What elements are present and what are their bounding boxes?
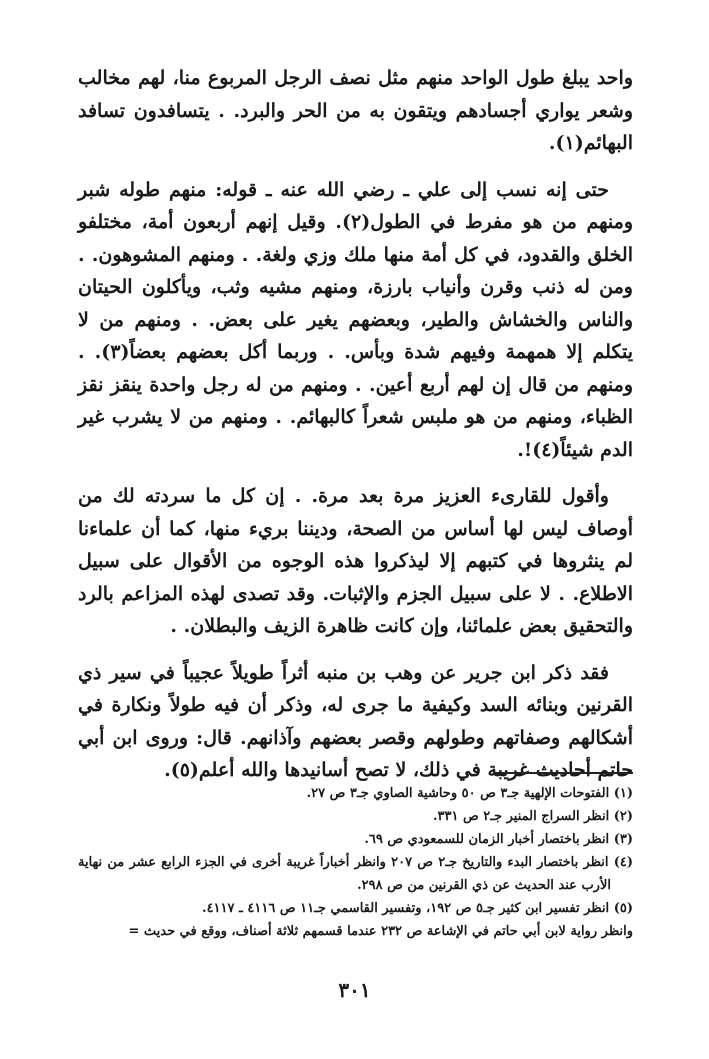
paragraph: فقد ذكر ابن جرير عن وهب بن منبه أثراً طويلاً عجيباً في سير ذي القرنين وبنائه السد وكيفية ما جرى له، وذكر أن فيه طولاً ونكارة في أشكالهم وصفاتهم وطولهم وقصر بعضهم وآذانهم. قال: وروى ابن أبي حاتم أحاديث غريبة في ذلك، لا تصح أسانيدها والله أعلم(٥).: [78, 661, 633, 781]
main-text: [78, 62, 633, 801]
footnote: (٢) انظر السراج المنير جـ٢ ص ٣٣١.: [432, 809, 633, 824]
footnote: (٥) انظر تفسير ابن كثير جـ٥ ص ١٩٢، وتفسير القاسمي جـ١١ ص ٤١١٦ ـ ٤١١٧.: [202, 901, 633, 916]
footnote: (٣) انظر باختصار أخبار الزمان للسمعودي ص ٦٩.: [364, 832, 633, 847]
footnotes: [78, 782, 633, 943]
footnote: (١) الفتوحات الإلهية جـ٣ ص ٥٠ وحاشية الصاوي جـ٣ ص ٢٧.: [306, 786, 633, 801]
paragraph: وأقول للقارىء العزيز مرة بعد مرة. . إن كل ما سردته لك من أوصاف ليس لها أساس من الصحة، وديننا بريء منها، كما أن علماءنا لم ينثروها في كتبهم إلا ليذكروا هذه الوجوه من الأقوال على سبيل الاطلاع. . لا على سبيل الجزم والإثبات. وقد تصدى لهذه المزاعم بالرد والتحقيق بعض علمائنا، وإن كانت ظاهرة الزيف والبطلان. .: [78, 485, 633, 637]
paragraph: حتى إنه نسب إلى علي ـ رضي الله عنه ـ قوله: منهم طوله شبر ومنهم من هو مفرط في الطول(٢). وقيل إنهم أربعون أمة، مختلفو الخلق والقدود، في كل أمة منها ملك وزي ولغة. . ومنهم المشوهون. . ومن له ذنب وقرن وأنياب بارزة، ومنهم مشيه وثب، ويأكلون الحيتان والناس والخشاش والطير، وبعضهم يغير على بعض. . ومنهم من لا يتكلم إلا همهمة وفيهم شدة وبأس. . وربما أكل بعضهم بعضاً(٣). . ومنهم من قال إن لهم أربع أعين. . ومنهم من له رجل واحدة ينقز نقز الظباء، ومنهم من هو ملبس شعراً كالبهائم. . ومنهم من لا يشرب غير الدم شيئاً(٤)!.: [78, 178, 633, 461]
paragraph: واحد يبلغ طول الواحد منهم مثل نصف الرجل المربوع منا، لهم مخالب وشعر يواري أجسادهم ويتقون به من الحر والبرد. . يتسافدون تسافد البهائم(١).: [78, 67, 633, 154]
page-number: ٣٠١: [338, 978, 371, 1002]
footnote-continuation: وانظر رواية لابن أبي حاتم في الإشاعة ص ٢٣٢ عندما قسمهم ثلاثة أصناف، ووقع في حديث =: [128, 924, 633, 939]
footnote: (٤) انظر باختصار البدء والتاريخ جـ٢ ص ٢٠٧ وانظر أخباراً غريبة أخرى في الجزء الرابع عشر من نهاية الأرب عند الحديث عن ذي القرنين من ص ٢٩٨.: [78, 855, 633, 893]
footnote-separator: [493, 772, 633, 774]
